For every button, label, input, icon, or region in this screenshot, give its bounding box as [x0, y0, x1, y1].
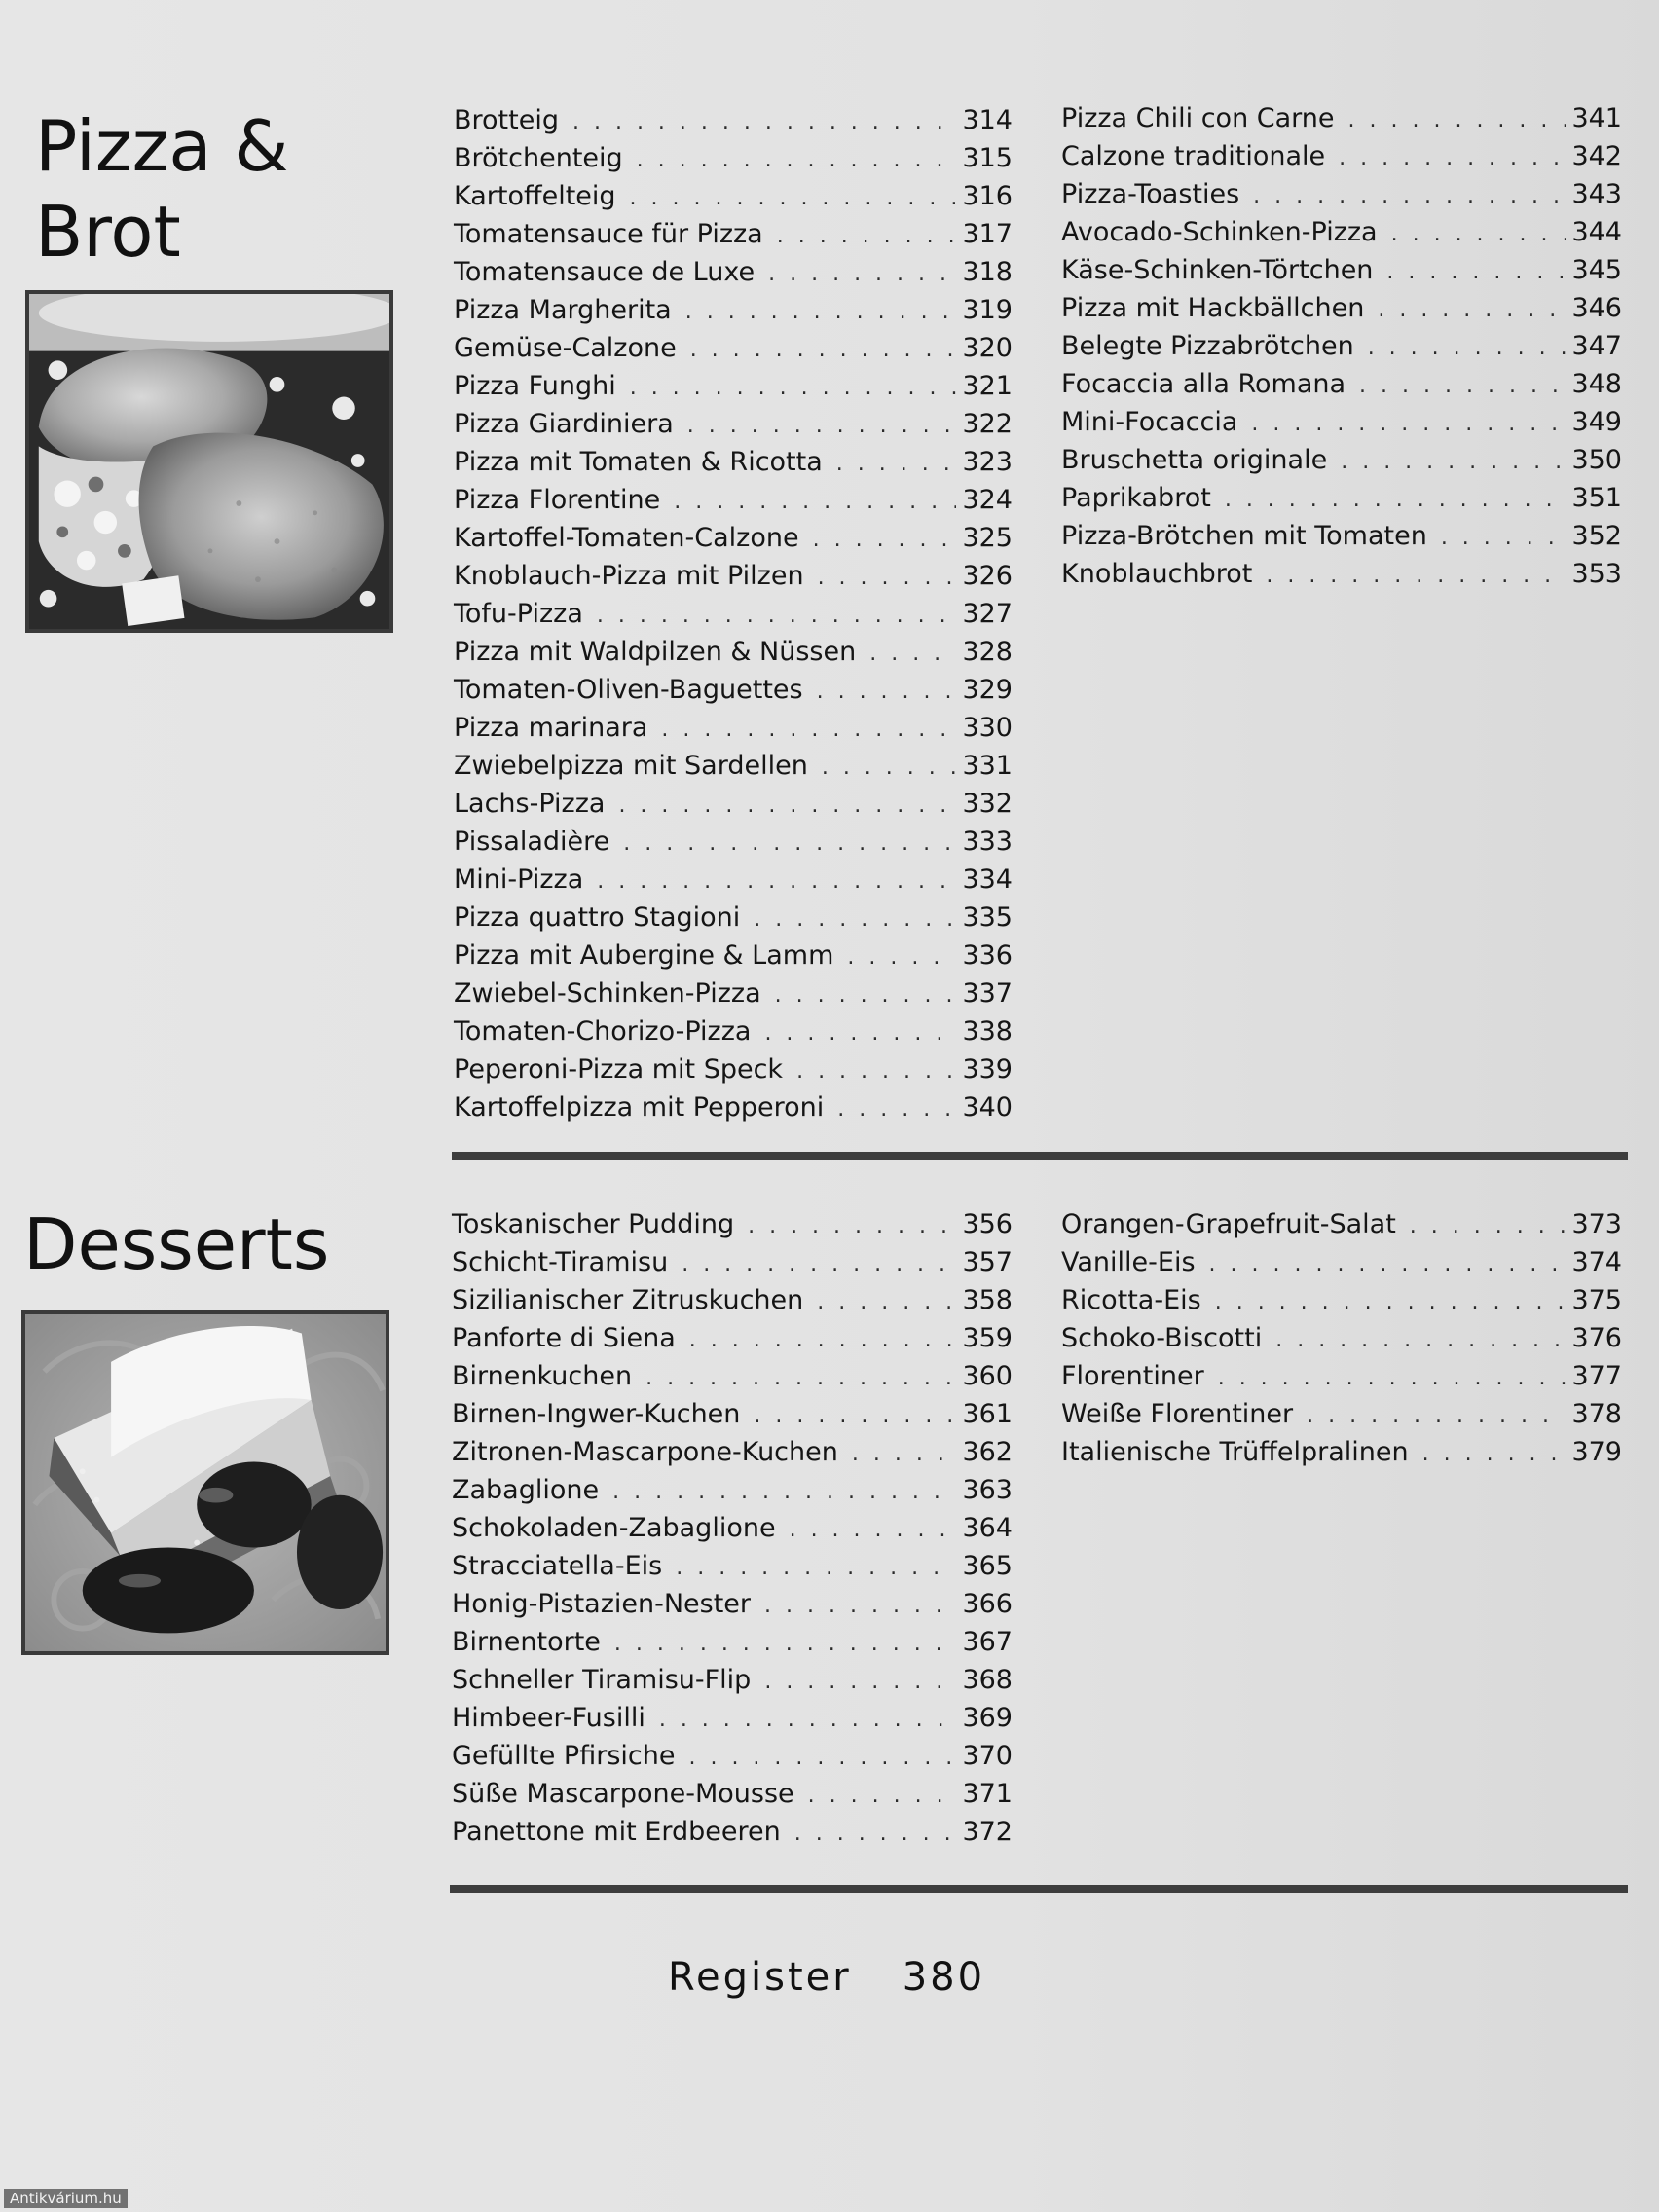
toc-entry[interactable] [452, 1699, 1013, 1737]
leader-dots [748, 1207, 956, 1245]
entry-title: Pizza Margherita [454, 295, 672, 325]
register-entry[interactable] [668, 1955, 985, 2000]
entry-page-number: 367 [962, 1627, 1013, 1657]
entry-title: Kartoffelteig [454, 181, 616, 211]
entry-title: Zabaglione [452, 1475, 600, 1505]
entry-page-number: 363 [962, 1475, 1013, 1505]
toc-entry[interactable] [454, 139, 1013, 177]
entry-page-number: 334 [962, 865, 1013, 895]
toc-entry[interactable] [454, 443, 1013, 481]
entry-page-number: 328 [962, 637, 1013, 667]
leader-dots [612, 1473, 956, 1511]
toc-entry[interactable] [1061, 327, 1622, 365]
toc-entry[interactable] [452, 1281, 1013, 1319]
leader-dots [682, 1245, 956, 1283]
entry-page-number: 349 [1571, 407, 1622, 437]
entry-title: Pizza Giardiniera [454, 409, 674, 439]
toc-entry[interactable] [454, 329, 1013, 367]
entry-title: Pizza mit Tomaten & Ricotta [454, 447, 823, 477]
entry-title: Tomaten-Oliven-Baguettes [454, 675, 803, 705]
entry-title: Mini-Pizza [454, 865, 584, 895]
leader-dots [1251, 405, 1566, 443]
entry-page-number: 324 [962, 485, 1013, 515]
leader-dots [689, 1321, 957, 1359]
leader-dots [572, 103, 956, 141]
toc-entry[interactable] [454, 747, 1013, 785]
entry-title: Panettone mit Erdbeeren [452, 1817, 781, 1847]
entry-page-number: 317 [962, 219, 1013, 249]
entry-title: Weiße Florentiner [1061, 1399, 1294, 1429]
toc-entry[interactable] [454, 1088, 1013, 1126]
leader-dots [659, 1701, 957, 1739]
leader-dots [637, 141, 957, 179]
toc-entry[interactable] [454, 785, 1013, 823]
entry-page-number: 370 [962, 1741, 1013, 1771]
entry-title: Birnentorte [452, 1627, 601, 1657]
leader-dots [1225, 481, 1567, 519]
entry-title: Pizza Florentine [454, 485, 661, 515]
entry-page-number: 374 [1571, 1247, 1622, 1277]
leader-dots [614, 1625, 957, 1663]
toc-entry[interactable] [452, 1585, 1013, 1623]
entry-title: Zwiebelpizza mit Sardellen [454, 751, 808, 781]
entry-title: Gefüllte Pfirsiche [452, 1741, 676, 1771]
entry-page-number: 361 [962, 1399, 1013, 1429]
leader-dots [796, 1052, 956, 1090]
entry-page-number: 347 [1571, 331, 1622, 361]
entry-page-number: 366 [962, 1589, 1013, 1619]
leader-dots [817, 1283, 956, 1321]
leader-dots [1348, 101, 1567, 139]
entry-title: Knoblauch-Pizza mit Pilzen [454, 561, 804, 591]
leader-dots [837, 1090, 956, 1128]
leader-dots [818, 559, 957, 597]
leader-dots [754, 901, 956, 939]
toc-entry[interactable] [1061, 1205, 1622, 1243]
entry-page-number: 378 [1571, 1399, 1622, 1429]
leader-dots [1266, 557, 1566, 595]
toc-entry[interactable] [1061, 1395, 1622, 1433]
entry-page-number: 360 [962, 1361, 1013, 1391]
toc-entry[interactable] [454, 861, 1013, 899]
leader-dots [597, 597, 957, 635]
leader-dots [630, 179, 957, 217]
toc-entry[interactable] [1061, 175, 1622, 213]
entry-page-number: 373 [1571, 1209, 1622, 1239]
leader-dots [775, 977, 957, 1014]
entry-title: Kartoffelpizza mit Pepperoni [454, 1092, 825, 1123]
entry-title: Schneller Tiramisu-Flip [452, 1665, 752, 1695]
entry-page-number: 358 [962, 1285, 1013, 1315]
entry-page-number: 329 [962, 675, 1013, 705]
calzone-photo [25, 290, 393, 633]
leader-dots [1441, 519, 1567, 557]
register-label: Register [668, 1955, 852, 2000]
entry-title: Florentiner [1061, 1361, 1204, 1391]
entry-title: Tomatensauce für Pizza [454, 219, 763, 249]
leader-dots [1218, 1359, 1567, 1397]
entry-page-number: 331 [962, 751, 1013, 781]
entry-title: Pizza marinara [454, 713, 648, 743]
entry-page-number: 357 [962, 1247, 1013, 1277]
entry-page-number: 362 [962, 1437, 1013, 1467]
entry-title: Paprikabrot [1061, 483, 1211, 513]
entry-title: Birnenkuchen [452, 1361, 633, 1391]
toc-entry[interactable] [452, 1623, 1013, 1661]
toc-entry[interactable] [1061, 1243, 1622, 1281]
entry-page-number: 332 [962, 789, 1013, 819]
leader-dots [817, 673, 957, 711]
toc-entry[interactable] [1061, 555, 1622, 593]
toc-entry[interactable] [454, 519, 1013, 557]
entry-page-number: 342 [1571, 141, 1622, 171]
toc-entry[interactable] [454, 481, 1013, 519]
leader-dots [1253, 177, 1566, 215]
leader-dots [764, 1587, 956, 1625]
leader-dots [822, 749, 957, 787]
toc-entry[interactable] [454, 899, 1013, 937]
entry-title: Bruschetta originale [1061, 445, 1328, 475]
entry-page-number: 371 [962, 1779, 1013, 1809]
leader-dots [661, 711, 956, 749]
toc-entry[interactable] [454, 101, 1013, 139]
entry-title: Orangen-Grapefruit-Salat [1061, 1209, 1396, 1239]
toc-entry[interactable] [454, 595, 1013, 633]
toc-entry[interactable] [454, 937, 1013, 975]
entry-title: Brotteig [454, 105, 559, 135]
leader-dots [847, 939, 956, 977]
entry-title: Schicht-Tiramisu [452, 1247, 669, 1277]
leader-dots [1215, 1283, 1567, 1321]
entry-page-number: 356 [962, 1209, 1013, 1239]
register-page-number: 380 [902, 1955, 986, 2000]
entry-page-number: 353 [1571, 559, 1622, 589]
toc-entry[interactable] [452, 1509, 1013, 1547]
entry-title: Vanille-Eis [1061, 1247, 1196, 1277]
toc-entry[interactable] [454, 633, 1013, 671]
entry-title: Honig-Pistazien-Nester [452, 1589, 752, 1619]
leader-dots [618, 787, 956, 825]
entry-title: Schoko-Biscotti [1061, 1323, 1263, 1353]
entry-title: Italienische Trüffelpralinen [1061, 1437, 1409, 1467]
leader-dots [690, 331, 957, 369]
entry-title: Sizilianischer Zitruskuchen [452, 1285, 804, 1315]
entry-title: Schokoladen-Zabaglione [452, 1513, 776, 1543]
entry-title: Peperoni-Pizza mit Speck [454, 1054, 784, 1085]
leader-dots [1391, 215, 1567, 253]
leader-dots [1386, 253, 1566, 291]
toc-entry[interactable] [454, 367, 1013, 405]
entry-page-number: 377 [1571, 1361, 1622, 1391]
leader-dots [1275, 1321, 1566, 1359]
leader-dots [630, 369, 957, 407]
toc-entry[interactable] [454, 709, 1013, 747]
entry-page-number: 326 [962, 561, 1013, 591]
entry-title: Pizza-Brötchen mit Tomaten [1061, 521, 1427, 551]
entry-page-number: 351 [1571, 483, 1622, 513]
leader-dots [808, 1777, 957, 1815]
entry-page-number: 335 [962, 903, 1013, 933]
toc-entry[interactable] [452, 1471, 1013, 1509]
entry-page-number: 364 [962, 1513, 1013, 1543]
toc-entry[interactable] [1061, 1319, 1622, 1357]
entry-title: Pissaladière [454, 827, 610, 857]
toc-entry[interactable] [1061, 441, 1622, 479]
entry-page-number: 333 [962, 827, 1013, 857]
toc-entry[interactable] [1061, 213, 1622, 251]
section-title-desserts: Desserts [23, 1203, 330, 1285]
entry-title: Pizza quattro Stagioni [454, 903, 741, 933]
toc-entry[interactable] [454, 253, 1013, 291]
leader-dots [1339, 139, 1566, 177]
leader-dots [1307, 1397, 1566, 1435]
section-title-pizza-brot: Pizza & Brot [35, 105, 289, 273]
leader-dots [794, 1815, 957, 1853]
entry-title: Tomaten-Chorizo-Pizza [454, 1016, 752, 1047]
entry-title: Birnen-Ingwer-Kuchen [452, 1399, 741, 1429]
toc-entry[interactable] [454, 177, 1013, 215]
entry-page-number: 339 [962, 1054, 1013, 1085]
entry-page-number: 359 [962, 1323, 1013, 1353]
entry-page-number: 369 [962, 1703, 1013, 1733]
section-divider [450, 1885, 1628, 1893]
leader-dots [1378, 291, 1566, 329]
leader-dots [869, 635, 956, 673]
leader-dots [688, 1739, 956, 1777]
section-divider [452, 1152, 1628, 1160]
entry-page-number: 340 [962, 1092, 1013, 1123]
toc-entry[interactable] [454, 671, 1013, 709]
leader-dots [1368, 329, 1567, 367]
entry-title: Belegte Pizzabrötchen [1061, 331, 1354, 361]
toc-entry[interactable] [452, 1775, 1013, 1813]
entry-page-number: 365 [962, 1551, 1013, 1581]
entry-title: Tomatensauce de Luxe [454, 257, 756, 287]
entry-page-number: 376 [1571, 1323, 1622, 1353]
entry-title: Kartoffel-Tomaten-Calzone [454, 523, 799, 553]
leader-dots [764, 1014, 956, 1052]
toc-column-desserts-left [452, 1205, 1013, 1851]
toc-entry[interactable] [1061, 99, 1622, 137]
toc-entry[interactable] [1061, 137, 1622, 175]
entry-page-number: 319 [962, 295, 1013, 325]
leader-dots [1359, 367, 1566, 405]
entry-title: Pizza mit Waldpilzen & Nüssen [454, 637, 857, 667]
entry-page-number: 321 [962, 371, 1013, 401]
toc-entry[interactable] [452, 1319, 1013, 1357]
entry-page-number: 330 [962, 713, 1013, 743]
toc-entry[interactable] [454, 215, 1013, 253]
toc-entry[interactable] [1061, 517, 1622, 555]
leader-dots [764, 1663, 956, 1701]
entry-title: Focaccia alla Romana [1061, 369, 1346, 399]
calzone-photo-drawing [29, 294, 389, 629]
entry-page-number: 345 [1571, 255, 1622, 285]
entry-page-number: 336 [962, 940, 1013, 971]
entry-title: Süße Mascarpone-Mousse [452, 1779, 794, 1809]
entry-page-number: 315 [962, 143, 1013, 173]
leader-dots [836, 445, 957, 483]
entry-page-number: 348 [1571, 369, 1622, 399]
toc-entry[interactable] [1061, 479, 1622, 517]
entry-page-number: 344 [1571, 217, 1622, 247]
toc-entry[interactable] [452, 1243, 1013, 1281]
leader-dots [1410, 1207, 1567, 1245]
leader-dots [687, 407, 957, 445]
entry-page-number: 346 [1571, 293, 1622, 323]
entry-page-number: 325 [962, 523, 1013, 553]
toc-entry[interactable] [452, 1205, 1013, 1243]
entry-page-number: 314 [962, 105, 1013, 135]
entry-title: Knoblauchbrot [1061, 559, 1253, 589]
entry-title: Pizza mit Hackbällchen [1061, 293, 1365, 323]
entry-title: Pizza Funghi [454, 371, 616, 401]
toc-entry[interactable] [454, 405, 1013, 443]
entry-page-number: 320 [962, 333, 1013, 363]
toc-entry[interactable] [454, 975, 1013, 1013]
toc-column-pizza-right [1061, 99, 1622, 593]
toc-entry[interactable] [454, 291, 1013, 329]
toc-entry[interactable] [1061, 365, 1622, 403]
entry-page-number: 318 [962, 257, 1013, 287]
entry-page-number: 337 [962, 978, 1013, 1009]
entry-title: Gemüse-Calzone [454, 333, 677, 363]
leader-dots [1209, 1245, 1567, 1283]
leader-dots [813, 521, 957, 559]
leader-dots [674, 483, 956, 521]
entry-title: Stracciatella-Eis [452, 1551, 663, 1581]
entry-page-number: 350 [1571, 445, 1622, 475]
toc-entry[interactable] [1061, 251, 1622, 289]
entry-page-number: 323 [962, 447, 1013, 477]
toc-entry[interactable] [452, 1395, 1013, 1433]
entry-page-number: 341 [1571, 103, 1622, 133]
leader-dots [676, 1549, 956, 1587]
toc-entry[interactable] [452, 1813, 1013, 1851]
toc-entry[interactable] [452, 1357, 1013, 1395]
toc-entry[interactable] [454, 557, 1013, 595]
toc-entry[interactable] [1061, 289, 1622, 327]
toc-entry[interactable] [1061, 1281, 1622, 1319]
entry-page-number: 368 [962, 1665, 1013, 1695]
leader-dots [1422, 1435, 1567, 1473]
toc-entry[interactable] [454, 1013, 1013, 1051]
toc-entry[interactable] [1061, 1433, 1622, 1471]
leader-dots [645, 1359, 956, 1397]
cake-slice-photo-drawing [25, 1314, 386, 1651]
entry-page-number: 322 [962, 409, 1013, 439]
entry-title: Avocado-Schinken-Pizza [1061, 217, 1378, 247]
toc-column-pizza-left [454, 101, 1013, 1126]
entry-title: Calzone traditionale [1061, 141, 1326, 171]
toc-entry[interactable] [452, 1661, 1013, 1699]
toc-entry[interactable] [1061, 1357, 1622, 1395]
leader-dots [754, 1397, 956, 1435]
leader-dots [852, 1435, 957, 1473]
entry-title: Käse-Schinken-Törtchen [1061, 255, 1374, 285]
toc-entry[interactable] [452, 1737, 1013, 1775]
watermark: Antikvárium.hu [4, 2189, 128, 2208]
toc-column-desserts-right [1061, 1205, 1622, 1471]
entry-title: Panforte di Siena [452, 1323, 676, 1353]
entry-page-number: 343 [1571, 179, 1622, 209]
cake-slice-photo [21, 1310, 389, 1655]
entry-title: Tofu-Pizza [454, 599, 583, 629]
entry-title: Pizza mit Aubergine & Lamm [454, 940, 834, 971]
leader-dots [768, 255, 956, 293]
entry-page-number: 327 [962, 599, 1013, 629]
leader-dots [623, 825, 956, 863]
entry-page-number: 379 [1571, 1437, 1622, 1467]
entry-title: Brötchenteig [454, 143, 623, 173]
leader-dots [597, 863, 956, 901]
entry-title: Pizza-Toasties [1061, 179, 1240, 209]
entry-title: Toskanischer Pudding [452, 1209, 735, 1239]
entry-title: Himbeer-Fusilli [452, 1703, 645, 1733]
toc-entry[interactable] [452, 1547, 1013, 1585]
entry-title: Ricotta-Eis [1061, 1285, 1201, 1315]
entry-page-number: 372 [962, 1817, 1013, 1847]
toc-entry[interactable] [1061, 403, 1622, 441]
entry-title: Lachs-Pizza [454, 789, 606, 819]
leader-dots [685, 293, 957, 331]
entry-page-number: 316 [962, 181, 1013, 211]
entry-title: Pizza Chili con Carne [1061, 103, 1335, 133]
entry-title: Mini-Focaccia [1061, 407, 1238, 437]
toc-entry[interactable] [454, 1051, 1013, 1088]
toc-entry[interactable] [452, 1433, 1013, 1471]
entry-page-number: 352 [1571, 521, 1622, 551]
toc-entry[interactable] [454, 823, 1013, 861]
entry-title: Zwiebel-Schinken-Pizza [454, 978, 761, 1009]
leader-dots [1341, 443, 1566, 481]
entry-page-number: 375 [1571, 1285, 1622, 1315]
entry-page-number: 338 [962, 1016, 1013, 1047]
leader-dots [790, 1511, 957, 1549]
entry-title: Zitronen-Mascarpone-Kuchen [452, 1437, 838, 1467]
leader-dots [777, 217, 957, 255]
